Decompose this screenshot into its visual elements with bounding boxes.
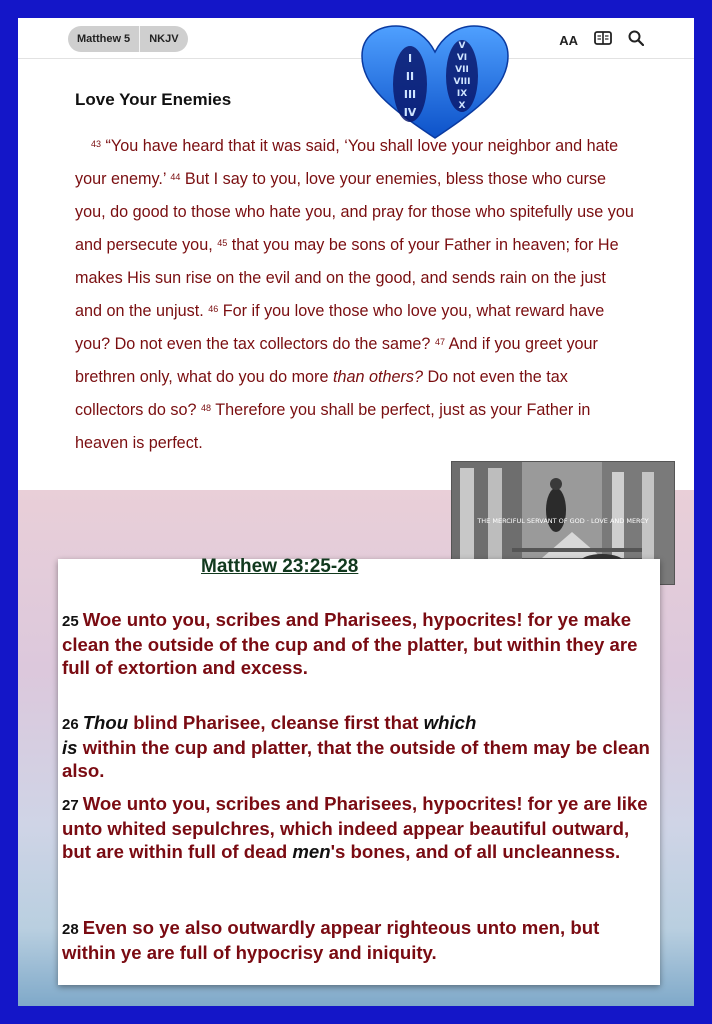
verse-number: 25 xyxy=(62,613,79,630)
verse-text: 's bones, and of all uncleanness. xyxy=(330,841,621,862)
section-heading: Love Your Enemies xyxy=(75,90,232,109)
card-title: Matthew 23:25-28 xyxy=(201,556,359,577)
reader-toolbar xyxy=(18,18,694,59)
kjv-verse xyxy=(62,608,658,679)
verse-text: within the cup and platter, that the outside of them may be clean also. xyxy=(62,737,650,781)
verse-text: Do not even the tax collectors do so? xyxy=(75,368,568,419)
book-icon[interactable] xyxy=(594,31,612,50)
numeral-text: II xyxy=(405,70,415,83)
text-size-icon[interactable]: AA xyxy=(559,33,578,48)
verse-italic-text: Thou xyxy=(82,712,129,733)
kjv-verse xyxy=(62,792,658,863)
numeral-text: VI xyxy=(456,53,468,63)
verse-italic-text: is xyxy=(62,737,78,758)
version-button[interactable]: NKJV xyxy=(149,33,179,45)
verse-number: 26 xyxy=(62,716,79,733)
numeral-text: V xyxy=(458,41,466,51)
verse-number: 27 xyxy=(62,797,79,814)
passage-selector[interactable] xyxy=(68,26,188,52)
verse-number: 47 xyxy=(434,337,445,347)
verse-text: Even so ye also outwardly appear righteous unto men, but within ye are full of hypocrisy and iniquity. xyxy=(62,917,600,963)
verse-text: blind Pharisee, cleanse first that xyxy=(133,712,419,733)
verse-number: 46 xyxy=(208,304,219,314)
heart-logo xyxy=(360,24,510,140)
numeral-text: I xyxy=(407,52,413,65)
verse-number: 45 xyxy=(217,238,228,248)
verse-text: Therefore you shall be perfect, just as your Father in heaven is perfect. xyxy=(75,401,591,452)
picture-caption: THE MERCIFUL SERVANT OF GOD · LOVE AND MERCY xyxy=(477,517,649,525)
numeral-text: X xyxy=(458,101,466,111)
kjv-passage-card xyxy=(58,556,660,985)
verse-text: For if you love those who love you, what reward have you? Do not even the tax collectors do the same? xyxy=(75,302,605,353)
numeral-text: IX xyxy=(456,89,468,99)
toolbar-icons xyxy=(559,30,644,51)
verse-text: “You have heard that it was said, ‘You shall love your neighbor and hate your enemy.’ xyxy=(75,137,619,188)
verse-number: 48 xyxy=(200,403,211,413)
verse-text: But I say to you, love your enemies, bless those who curse you, do good to those who hate you, and pray for those who spitefully use you and persecute you, xyxy=(75,170,634,254)
numeral-text: VIII xyxy=(453,77,471,87)
verse-text: And if you greet your brethren only, what do you do more xyxy=(75,335,598,386)
verse-italic-text: men xyxy=(292,841,331,862)
verse-text: Woe unto you, scribes and Pharisees, hypocrites! for ye are like unto whited sepulchres, which indeed appear beautiful outward, but are within full of dead xyxy=(62,793,648,862)
verse-number: 28 xyxy=(62,921,79,938)
kjv-verse xyxy=(62,711,658,782)
reader-page xyxy=(18,18,694,1006)
verse-paragraph xyxy=(75,130,635,460)
verse-number: 43 xyxy=(91,139,102,149)
search-icon[interactable] xyxy=(628,30,644,51)
verse-italic-text: which xyxy=(423,712,477,733)
kjv-verse xyxy=(62,916,658,964)
numeral-text: III xyxy=(403,88,417,101)
verse-text: that you may be sons of your Father in heaven; for He makes His sun rise on the evil and on the good, and sends rain on the just and on the unjust. xyxy=(75,236,619,320)
verse-italic-text: than others? xyxy=(332,368,423,386)
verse-text: Woe unto you, scribes and Pharisees, hypocrites! for ye make clean the outside of the cup and of the platter, but within they are full of extortion and excess. xyxy=(62,609,638,678)
book-chapter-button[interactable]: Matthew 5 xyxy=(77,33,131,45)
numeral-text: IV xyxy=(403,106,417,119)
verse-number: 44 xyxy=(170,172,181,182)
numeral-text: VII xyxy=(455,65,469,75)
